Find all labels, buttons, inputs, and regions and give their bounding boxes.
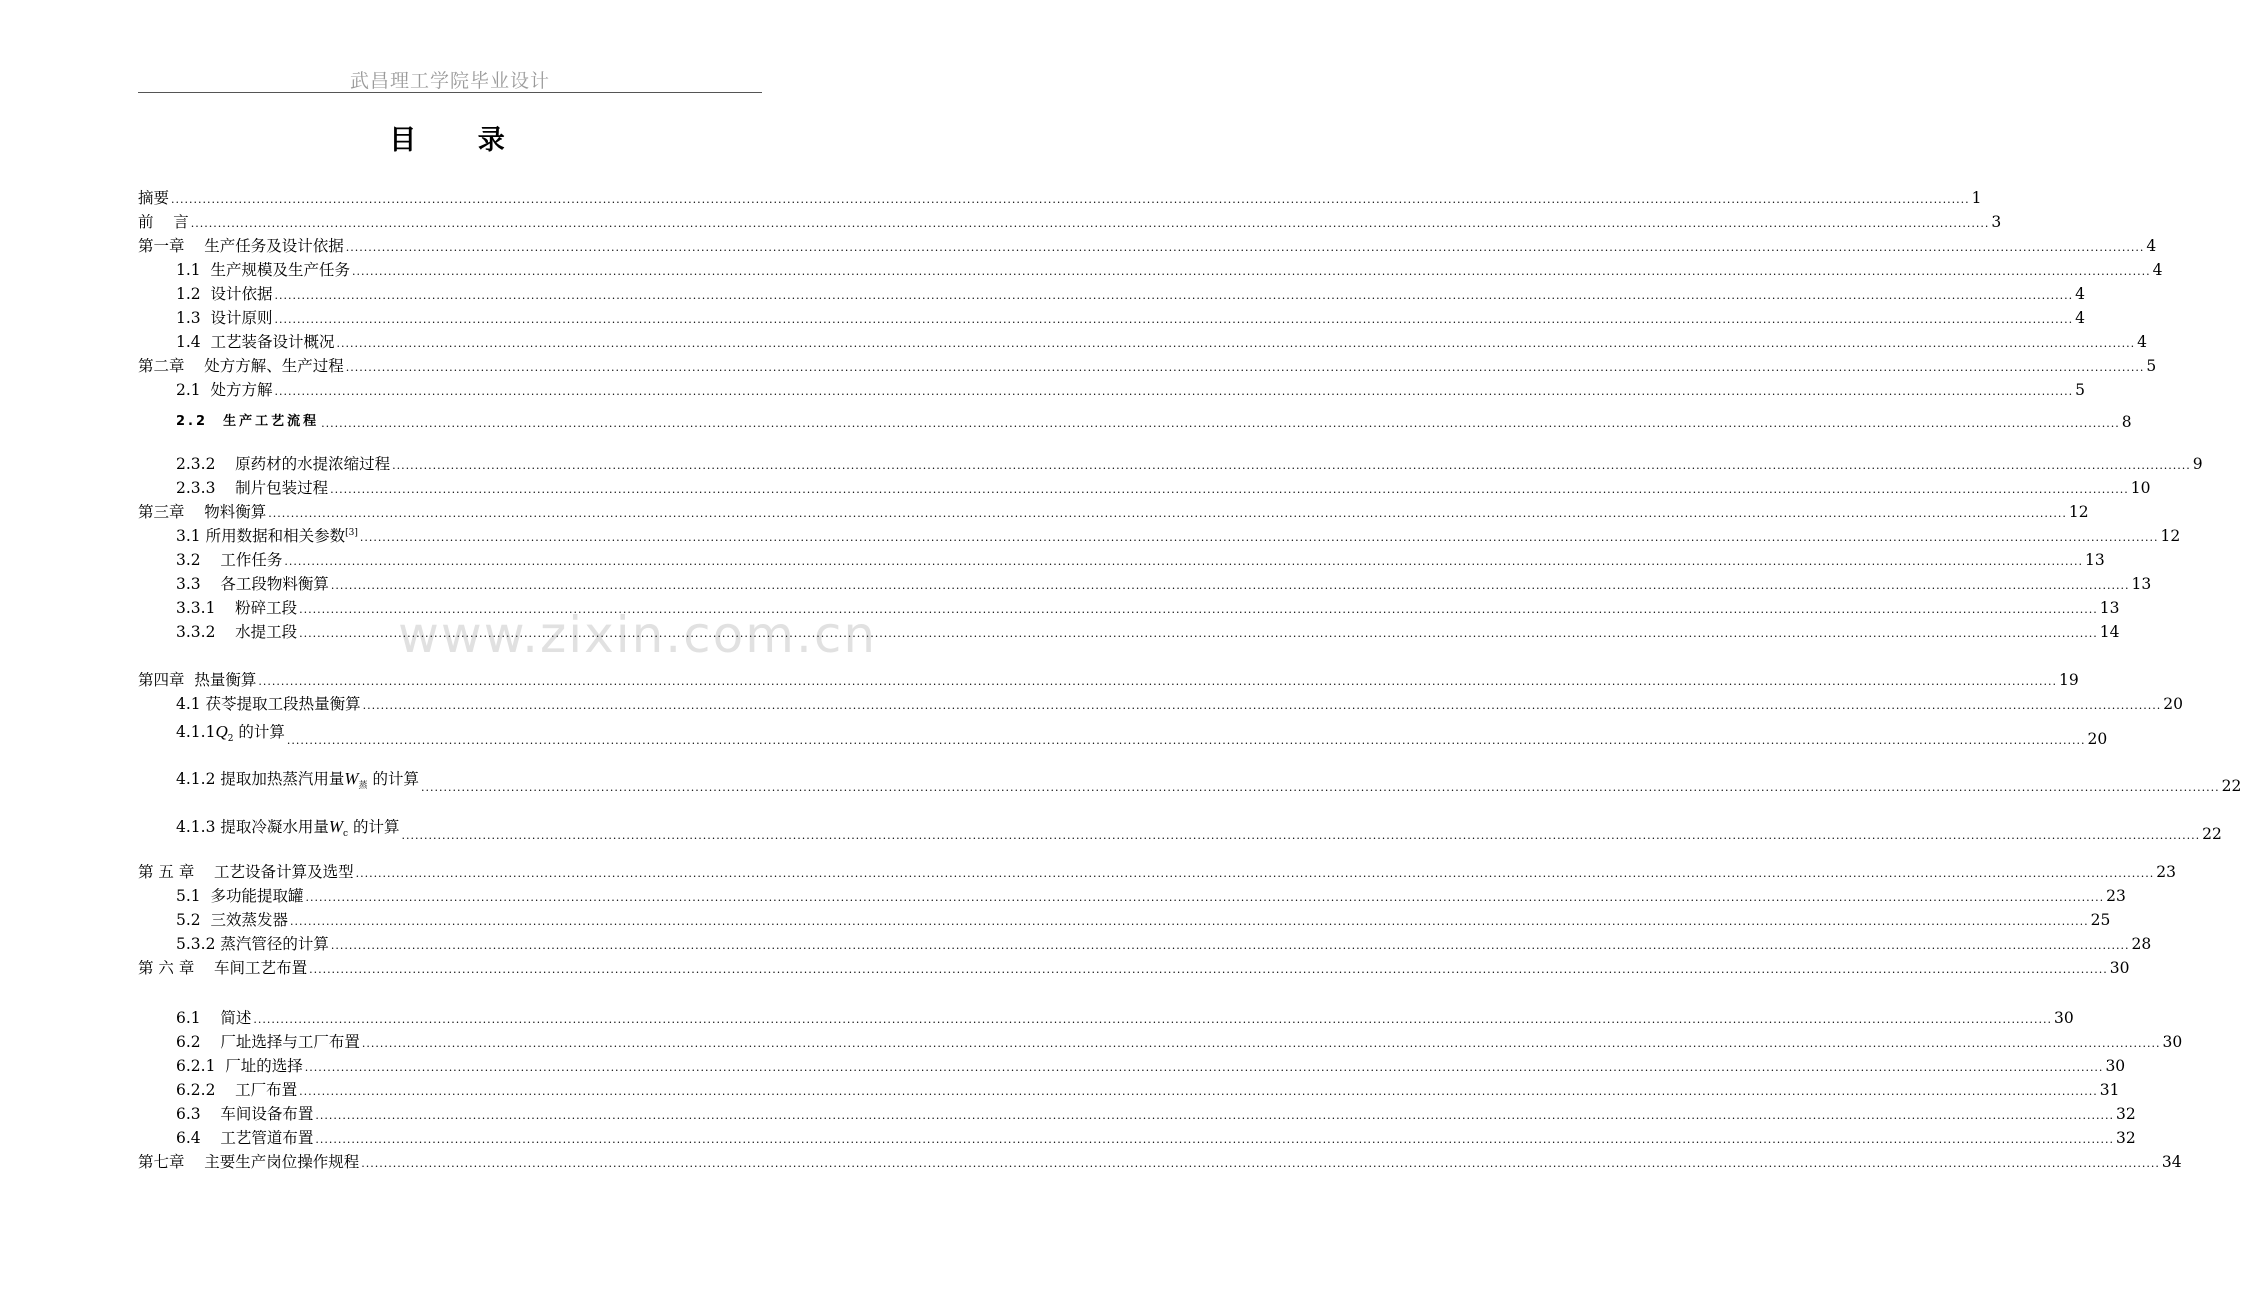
dot-leader: ................................................................................................................................................................................................................................................................................................................................................................................................................ [274, 313, 2074, 326]
toc-entry-label [176, 550, 282, 570]
toc-entry-page-number: 10 [2130, 479, 2151, 497]
dot-leader: ................................................................................................................................................................................................................................................................................................................................................................................................................ [362, 699, 2162, 712]
toc-entry-page-number: 4 [2137, 333, 2148, 351]
toc-entry-page-number: 4 [2075, 309, 2086, 327]
page-header: 武昌理工学院毕业设计 [349, 70, 550, 92]
toc-entry[interactable] [176, 768, 2241, 796]
toc-entry-label-text: 3.1 所用数据和相关参数 [176, 527, 346, 545]
dot-leader: ................................................................................................................................................................................................................................................................................................................................................................................................................ [268, 507, 2067, 520]
toc-entry-label [176, 694, 361, 714]
toc-entry-label-text: 第 六 章 车间工艺布置 [138, 959, 308, 977]
toc-entry-page-number: 13 [2131, 575, 2152, 593]
toc-entry-label-text: 摘要 [138, 189, 170, 207]
toc-entry-label-text: 4.1.1 [176, 722, 216, 741]
toc-entry-label [176, 598, 297, 618]
dot-leader: ................................................................................................................................................................................................................................................................................................................................................................................................................ [284, 555, 2083, 568]
toc-entry-label [176, 886, 304, 906]
toc-entry-label-text: 1.2 设计依据 [176, 285, 273, 303]
toc-entry-label-text: 5.2 三效蒸发器 [176, 911, 289, 929]
dot-leader: ................................................................................................................................................................................................................................................................................................................................................................................................................ [258, 675, 2057, 688]
toc-entry-label-text: 第一章 生产任务及设计依据 [138, 237, 344, 255]
toc-entry-label [176, 1128, 313, 1148]
dot-leader: ................................................................................................................................................................................................................................................................................................................................................................................................................ [309, 963, 2108, 976]
toc-entry[interactable] [176, 378, 2086, 400]
dot-leader: ................................................................................................................................................................................................................................................................................................................................................................................................................ [274, 289, 2074, 302]
toc-entry-label-text: 4.1.2 提取加热蒸汽用量 [176, 769, 345, 788]
toc-entry-label-text: 3.3.2 水提工段 [176, 623, 298, 641]
toc-entry-label-text: 3.2 工作任务 [176, 551, 283, 569]
math-subscript: 2 [227, 734, 234, 744]
toc-entry-label [176, 934, 329, 954]
toc-entry-label-text: 6.2 厂址选择与工厂布置 [176, 1033, 360, 1051]
toc-entry[interactable] [176, 410, 2132, 432]
toc-entry[interactable] [138, 956, 2130, 978]
dot-leader: ................................................................................................................................................................................................................................................................................................................................................................................................................ [355, 867, 2155, 880]
toc-entry-label [176, 523, 358, 546]
toc-entry-label [176, 284, 273, 304]
toc-entry-label [176, 454, 390, 474]
toc-entry-label [138, 670, 256, 690]
toc-entry-page-number: 31 [2099, 1081, 2120, 1099]
toc-entry[interactable] [176, 572, 2152, 594]
toc-entry-label-text: 3.3 各工段物料衡算 [176, 575, 329, 593]
toc-entry[interactable] [176, 330, 2148, 352]
toc-entry[interactable] [138, 668, 2079, 690]
toc-entry[interactable] [176, 524, 2181, 546]
toc-entry-label [138, 1152, 359, 1172]
dot-leader: ................................................................................................................................................................................................................................................................................................................................................................................................................ [359, 531, 2159, 544]
math-variable: W [328, 816, 344, 836]
toc-entry-page-number: 5 [2146, 357, 2157, 375]
dot-leader: ................................................................................................................................................................................................................................................................................................................................................................................................................ [392, 459, 2191, 472]
toc-entry-label-text: 第四章 热量衡算 [138, 671, 257, 689]
toc-entry-label-text: 1.3 设计原则 [176, 309, 273, 327]
toc-entry-label-text: 1.4 工艺装备设计概况 [176, 333, 335, 351]
toc-entry-page-number: 13 [2085, 551, 2105, 569]
toc-entry[interactable] [176, 282, 2086, 304]
toc-entry-label-text: 的计算 [233, 722, 285, 741]
toc-entry-page-number: 30 [2162, 1033, 2183, 1051]
toc-entry[interactable] [176, 908, 2111, 930]
toc-entry-label [138, 958, 307, 978]
math-variable: Q [215, 721, 228, 741]
dot-leader: ................................................................................................................................................................................................................................................................................................................................................................................................................ [421, 781, 2220, 794]
toc-entry-label [138, 188, 169, 208]
toc-entry-label [138, 236, 344, 256]
toc-entry-label-text: 第七章 主要生产岗位操作规程 [138, 1153, 360, 1171]
toc-entry[interactable] [138, 1150, 2182, 1172]
dot-leader: ................................................................................................................................................................................................................................................................................................................................................................................................................ [299, 1085, 2098, 1098]
toc-entry-label [176, 260, 350, 280]
toc-entry-label [176, 1080, 297, 1100]
toc-entry[interactable] [138, 354, 2157, 376]
toc-entry-label [176, 1056, 303, 1076]
toc-entry-page-number: 30 [2105, 1057, 2126, 1075]
toc-entry[interactable] [176, 452, 2203, 474]
toc-entry-label-text: 第 五 章 工艺设备计算及选型 [138, 863, 354, 881]
toc-entry-label [176, 574, 329, 594]
toc-entry-label-text: 前 言 [138, 213, 189, 231]
dot-leader: ................................................................................................................................................................................................................................................................................................................................................................................................................ [361, 1037, 2161, 1050]
toc-entry-label [138, 862, 354, 882]
toc-entry-page-number: 34 [2161, 1153, 2182, 1171]
toc-entry-label-text: 1.1 生产规模及生产任务 [176, 261, 351, 279]
toc-entry[interactable] [176, 1078, 2120, 1100]
toc-entry[interactable] [176, 1030, 2183, 1052]
toc-entry-label [176, 332, 335, 352]
toc-entry[interactable] [176, 816, 2222, 844]
toc-entry-label [176, 622, 297, 642]
toc-entry-page-number: 5 [2075, 381, 2086, 399]
toc-entry-label [176, 380, 273, 400]
dot-leader: ................................................................................................................................................................................................................................................................................................................................................................................................................ [330, 579, 2130, 592]
dot-leader: ................................................................................................................................................................................................................................................................................................................................................................................................................ [345, 361, 2145, 374]
toc-entry-page-number: 22 [2221, 777, 2241, 795]
toc-entry-page-number: 13 [2099, 599, 2120, 617]
toc-entry-page-number: 1 [1971, 189, 1982, 207]
toc-entry-page-number: 28 [2131, 935, 2152, 953]
dot-leader: ................................................................................................................................................................................................................................................................................................................................................................................................................ [171, 193, 1970, 206]
dot-leader: ................................................................................................................................................................................................................................................................................................................................................................................................................ [330, 939, 2130, 952]
toc-entry[interactable] [176, 306, 2086, 328]
dot-leader: ................................................................................................................................................................................................................................................................................................................................................................................................................ [352, 265, 2151, 278]
toc-entry-page-number: 9 [2192, 455, 2203, 473]
toc-entry[interactable] [176, 1054, 2126, 1076]
toc-entry-label [138, 502, 266, 522]
toc-entry-page-number: 30 [2109, 959, 2130, 977]
toc-entry-label [138, 212, 189, 232]
toc-entry-label-text: 的计算 [348, 817, 400, 836]
toc-entry[interactable] [138, 860, 2176, 882]
toc-entry[interactable] [176, 548, 2105, 570]
toc-entry-page-number: 23 [2106, 887, 2126, 905]
math-subscript: c [343, 829, 349, 839]
toc-entry-label [176, 1008, 251, 1028]
toc-entry-page-number: 3 [1991, 213, 2002, 231]
math-subscript: 蒸 [358, 781, 368, 791]
toc-entry-page-number: 4 [2075, 285, 2086, 303]
toc-entry-page-number: 12 [2068, 503, 2089, 521]
toc-entry-label [176, 722, 285, 749]
toc-entry-page-number: 19 [2059, 671, 2079, 689]
toc-entry-label-text: 4.1.3 提取冷凝水用量 [176, 817, 329, 836]
toc-entry-page-number: 32 [2116, 1129, 2136, 1147]
toc-entry-label-text: 2.3.2 原药材的水提浓缩过程 [176, 455, 391, 473]
toc-entry-label [176, 769, 419, 796]
toc-entry-label-text: 2.3.3 制片包装过程 [176, 479, 329, 497]
toc-entry-page-number: 23 [2156, 863, 2176, 881]
dot-leader: ................................................................................................................................................................................................................................................................................................................................................................................................................ [305, 891, 2105, 904]
toc-entry[interactable] [176, 620, 2120, 642]
toc-entry[interactable] [176, 692, 2183, 714]
toc-entry-label-text: 2.2 生产工艺流程 [176, 414, 320, 429]
toc-entry-label-text: 6.1 简述 [176, 1009, 252, 1027]
toc-entry-page-number: 4 [2152, 261, 2163, 279]
toc-entry-label [176, 817, 400, 844]
dot-leader: ................................................................................................................................................................................................................................................................................................................................................................................................................ [304, 1061, 2104, 1074]
dot-leader: ................................................................................................................................................................................................................................................................................................................................................................................................................ [253, 1013, 2052, 1026]
toc-entry-label [176, 1104, 313, 1124]
toc-entry-page-number: 22 [2202, 825, 2222, 843]
toc-entry[interactable] [176, 476, 2151, 498]
toc-entry-label [176, 412, 319, 432]
toc-entry[interactable] [176, 596, 2120, 618]
dot-leader: ................................................................................................................................................................................................................................................................................................................................................................................................................ [190, 217, 1990, 230]
toc-entry[interactable] [138, 500, 2089, 522]
toc-entry-label [176, 910, 288, 930]
dot-leader: ................................................................................................................................................................................................................................................................................................................................................................................................................ [290, 915, 2089, 928]
header-rule [138, 92, 762, 93]
toc-entry[interactable] [138, 186, 1982, 208]
toc-entry[interactable] [176, 1126, 2136, 1148]
toc-entry-label [176, 308, 273, 328]
math-variable: W [344, 768, 359, 788]
toc-entry-label-text: 5.3.2 蒸汽管径的计算 [176, 935, 329, 953]
toc-entry-page-number: 20 [2163, 695, 2183, 713]
toc-entry-label-text: 5.1 多功能提取罐 [176, 887, 304, 905]
dot-leader: ................................................................................................................................................................................................................................................................................................................................................................................................................ [361, 1157, 2160, 1170]
toc-entry[interactable] [176, 1102, 2136, 1124]
toc-entry[interactable] [176, 932, 2152, 954]
toc-entry-label-text: 的计算 [367, 769, 419, 788]
dot-leader: ................................................................................................................................................................................................................................................................................................................................................................................................................ [336, 337, 2136, 350]
dot-leader: ................................................................................................................................................................................................................................................................................................................................................................................................................ [321, 417, 2120, 430]
toc-entry-label-text: 4.1 茯苓提取工段热量衡算 [176, 695, 361, 713]
toc-entry-label-text: 6.3 车间设备布置 [176, 1105, 314, 1123]
toc-entry-label-text: 6.2.1 厂址的选择 [176, 1057, 303, 1075]
toc-entry[interactable] [176, 1006, 2074, 1028]
toc-entry-label-text: 第二章 处方方解、生产过程 [138, 357, 344, 375]
toc-entry-label [138, 356, 344, 376]
toc-entry-page-number: 4 [2146, 237, 2157, 255]
dot-leader: ................................................................................................................................................................................................................................................................................................................................................................................................................ [330, 483, 2129, 496]
dot-leader: ................................................................................................................................................................................................................................................................................................................................................................................................................ [345, 241, 2145, 254]
toc-entry-page-number: 12 [2160, 527, 2181, 545]
dot-leader: ................................................................................................................................................................................................................................................................................................................................................................................................................ [315, 1133, 2114, 1146]
toc-entry[interactable] [138, 210, 2002, 232]
toc-entry-page-number: 32 [2116, 1105, 2136, 1123]
toc-entry-label-text: 3.3.1 粉碎工段 [176, 599, 298, 617]
dot-leader: ................................................................................................................................................................................................................................................................................................................................................................................................................ [299, 627, 2098, 640]
toc-entry-label-text: 第三章 物料衡算 [138, 503, 267, 521]
dot-leader: ................................................................................................................................................................................................................................................................................................................................................................................................................ [401, 829, 2201, 842]
toc-entry-page-number: 25 [2090, 911, 2111, 929]
toc-entry-label-text: 6.4 工艺管道布置 [176, 1129, 314, 1147]
watermark: www.zixin.com.cn [398, 606, 878, 664]
toc-entry-page-number: 20 [2087, 730, 2108, 748]
toc-entry-page-number: 14 [2099, 623, 2120, 641]
toc-entry[interactable] [176, 884, 2126, 906]
dot-leader: ................................................................................................................................................................................................................................................................................................................................................................................................................ [315, 1109, 2114, 1122]
toc-entry[interactable] [176, 258, 2163, 280]
toc-entry-label [176, 1032, 360, 1052]
toc-entry-page-number: 30 [2054, 1009, 2074, 1027]
dot-leader: ................................................................................................................................................................................................................................................................................................................................................................................................................ [286, 734, 2086, 747]
toc-entry-page-number: 8 [2121, 413, 2132, 431]
dot-leader: ................................................................................................................................................................................................................................................................................................................................................................................................................ [299, 603, 2098, 616]
toc-entry[interactable] [138, 234, 2157, 256]
toc-entry-label [176, 478, 328, 498]
toc-entry[interactable] [176, 721, 2108, 749]
toc-entry-label-text: 6.2.2 工厂布置 [176, 1081, 298, 1099]
toc-title: 目 录 [389, 125, 531, 156]
toc-entry-label-text: 2.1 处方方解 [176, 381, 273, 399]
citation-superscript: [3] [345, 527, 358, 538]
dot-leader: ................................................................................................................................................................................................................................................................................................................................................................................................................ [274, 385, 2074, 398]
